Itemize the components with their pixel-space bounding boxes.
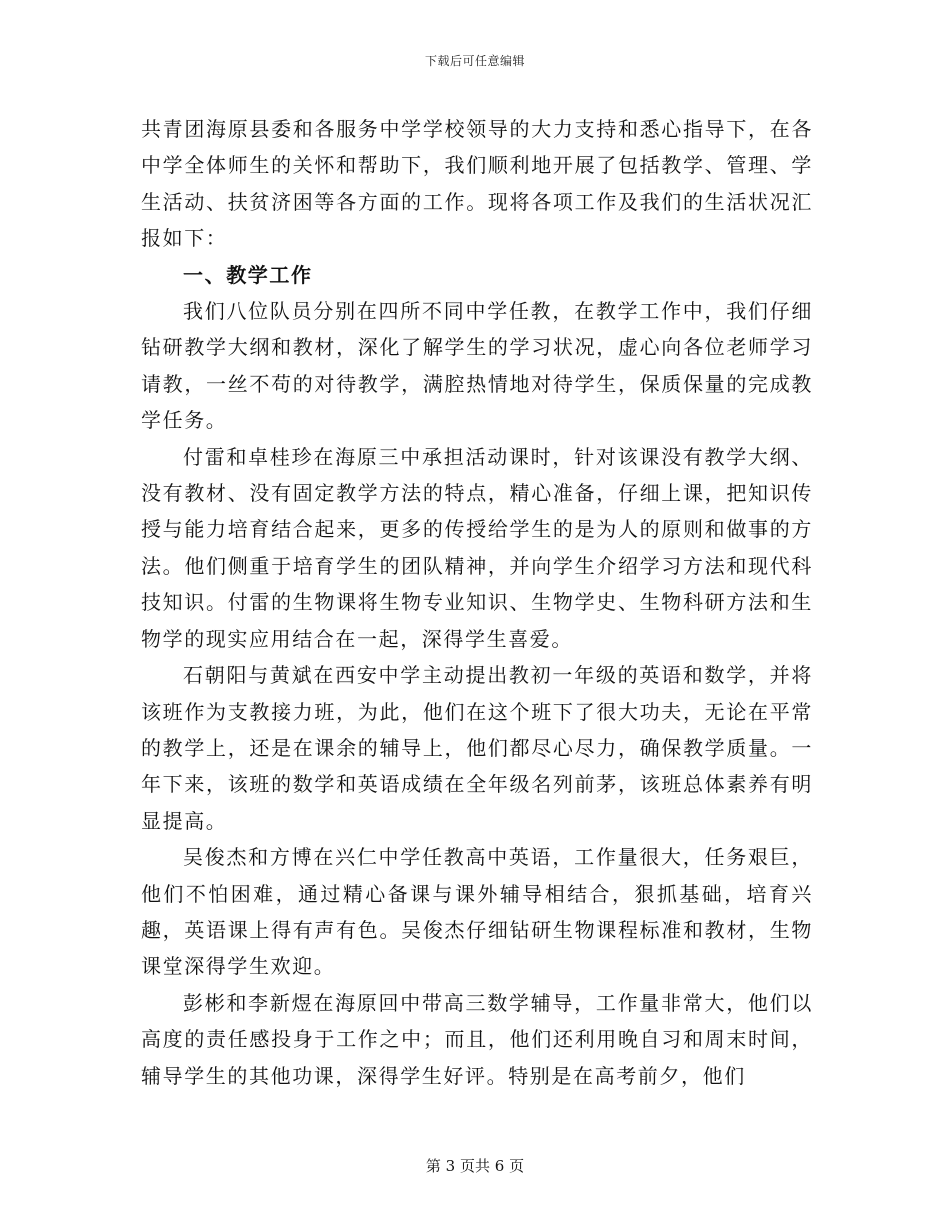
paragraph-wujunjie-fangbo: 吴俊杰和方博在兴仁中学任教高中英语，工作量很大，任务艰巨，他们不怕困难，通过精心备课与课外辅导相结合，狠抓基础，培育兴趣，英语课上得有声有色。吴俊杰仔细钻研生物课程标准和教材，生物课堂深得学生欢迎。 xyxy=(141,845,813,979)
document-body xyxy=(141,111,813,1094)
paragraph-teaching-overview: 我们八位队员分别在四所不同中学任教，在教学工作中，我们仔细钻研教学大纲和教材，深化了解学生的学习状况，虚心向各位老师学习请教，一丝不苟的对待教学，满腔热情地对待学生，保质保量的完成教学任务。 xyxy=(141,299,813,433)
paragraph-intro: 共青团海原县委和各服务中学学校领导的大力支持和悉心指导下，在各中学全体师生的关怀和帮助下，我们顺利地开展了包括教学、管理、学生活动、扶贫济困等各方面的工作。现将各项工作及我们的生活状况汇报如下： xyxy=(141,117,813,251)
page-footer: 第 3 页共 6 页 xyxy=(425,1157,525,1175)
paragraph-fulei-zhuoguizhen: 付雷和卓桂珍在海原三中承担活动课时，针对该课没有教学大纲、没有教材、没有固定教学方法的特点，精心准备，仔细上课，把知识传授与能力培育结合起来，更多的传授给学生的是为人的原则和做事的方法。他们侧重于培育学生的团队精神，并向学生介绍学习方法和现代科技知识。付雷的生物课将生物专业知识、生物学史、生物科研方法和生物学的现实应用结合在一起，深得学生喜爱。 xyxy=(141,444,813,651)
section-heading-teaching: 一、教学工作 xyxy=(183,262,313,287)
page-header: 下载后可任意编辑 xyxy=(424,54,525,68)
paragraph-pengbin-lixinyu: 彭彬和李新煜在海原回中带高三数学辅导，工作量非常大，他们以高度的责任感投身于工作之中；而且，他们还利用晚自习和周末时间，辅导学生的其他功课，深得学生好评。特别是在高考前夕，他们 xyxy=(141,990,813,1088)
paragraph-shichaoyang-huangbin: 石朝阳与黄斌在西安中学主动提出教初一年级的英语和数学，并将该班作为支教接力班，为此，他们在这个班下了很大功夫，无论在平常的教学上，还是在课余的辅导上，他们都尽心尽力，确保教学质量。一年下来，该班的数学和英语成绩在全年级名列前茅，该班总体素养有明显提高。 xyxy=(141,663,813,833)
